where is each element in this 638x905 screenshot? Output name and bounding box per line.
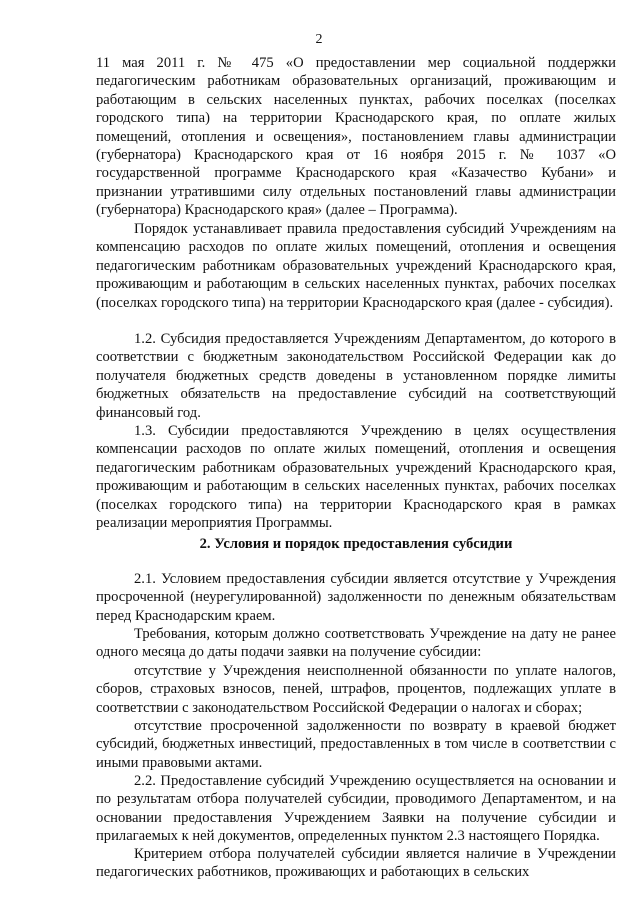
paragraph-1-3: 1.3. Субсидии предоставляются Учреждению в целях осуществления компенсации расходов по оплате жилых помещений, отопления и освещения педагогическим работникам образовательных учреждений Краснодарского края, проживающим и работающим в сельских населенных пунктах, рабочих поселках (поселках городского типа) на территории Краснодарского края в рамках реализации мероприятия Программы.	[96, 423, 616, 532]
paragraph-procedure-rules: Порядок устанавливает правила предоставления субсидий Учреждениям на компенсацию расходов по оплате жилых помещений, отопления и освещения педагогическим работникам образовательных учреждений Краснодарского края, проживающим и работающим в сельских населенных пунктах, рабочих поселках (поселках городского типа) на территории Краснодарского края (далее - субсидия).	[96, 221, 616, 311]
paragraph-tax-requirement: отсутствие у Учреждения неисполненной обязанности по уплате налогов, сборов, страховых взносов, пеней, штрафов, процентов, подлежащих уплате в соответствии с законодательством Российской Федерации о налогах и сборах;	[96, 663, 616, 716]
paragraph-requirements: Требования, которым должно соответствовать Учреждение на дату не ранее одного месяца до даты подачи заявки на получение субсидии:	[96, 626, 616, 661]
paragraph-program-reference: 11 мая 2011 г. № 475 «О предоставлении мер социальной поддержки педагогическим работникам образовательных организаций, проживающим и работающим в сельских населенных пунктах, рабочих поселках (поселках городского типа) на территории Краснодарского края, по оплате жилых помещений, отопления и освещения», постановлением главы администрации (губернатора) Краснодарского края от 16 ноября 2015 г. № 1037 «О государственной программе Краснодарского края «Казачество Кубани» и признании утратившими силу отдельных постановлений главы администрации (губернатора) Краснодарского края» (далее – Программа).	[96, 55, 616, 219]
paragraph-selection-criterion: Критерием отбора получателей субсидии является наличие в Учреждении педагогических работников, проживающих и работающих в сельских	[96, 846, 616, 881]
paragraph-2-2: 2.2. Предоставление субсидий Учреждению осуществляется на основании и по результатам отбора получателей субсидии, проводимого Департаментом, и на основании предоставления Учреждением Заявки на получение субсидии и прилагаемых к ней документов, определенных пунктом 2.3 настоящего Порядка.	[96, 773, 616, 845]
paragraph-1-2: 1.2. Субсидия предоставляется Учреждениям Департаментом, до которого в соответствии с бюджетным законодательством Российской Федерации как до получателя бюджетных средств доведены в установленном порядке лимиты бюджетных обязательств на предоставление субсидий на соответствующий финансовый год.	[96, 331, 616, 421]
paragraph-debt-requirement: отсутствие просроченной задолженности по возврату в краевой бюджет субсидий, бюджетных инвестиций, предоставленных в том числе в соответствии с иными правовыми актами.	[96, 718, 616, 771]
paragraph-2-1: 2.1. Условием предоставления субсидии является отсутствие у Учреждения просроченной (неурегулированной) задолженности по денежным обязательствам перед Краснодарским краем.	[96, 571, 616, 624]
section-heading: 2. Условия и порядок предоставления субсидии	[199, 536, 513, 552]
page-number: 2	[315, 32, 323, 47]
